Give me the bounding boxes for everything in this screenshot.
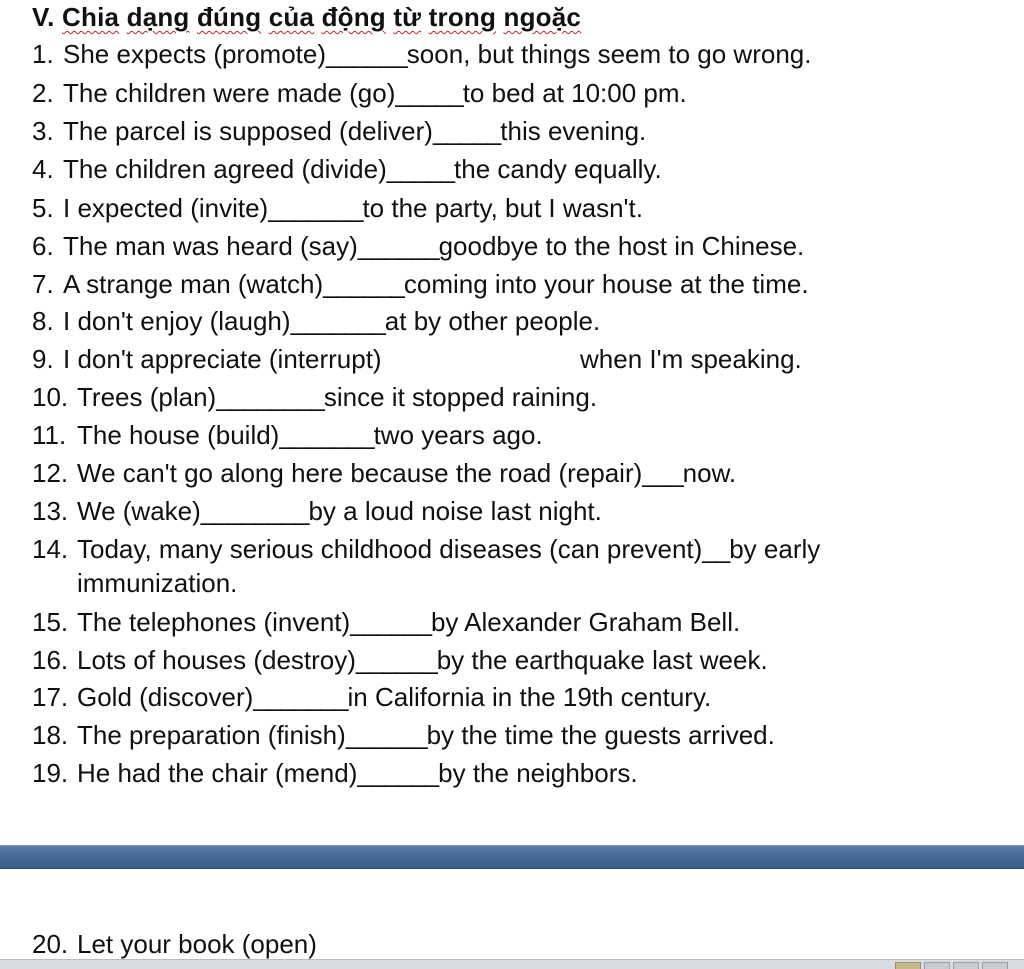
item-number: 1. [32, 39, 54, 69]
item-number: 11. [32, 420, 67, 450]
item-rest: two years ago. [373, 420, 543, 450]
item-prompt: The house (build) [77, 420, 280, 450]
item-prompt: The telephones (invent) [77, 607, 351, 637]
item-number: 6. [32, 231, 54, 261]
answer-blank: ______ [345, 720, 427, 750]
item-number: 8. [32, 306, 54, 336]
exercise-item-7 [32, 269, 809, 299]
item-prompt: I don't appreciate (interrupt) [63, 344, 382, 374]
item-number: 2. [32, 78, 54, 108]
answer-blank: _______ [290, 306, 385, 336]
answer-blank: _____ [432, 116, 501, 146]
exercise-item-11 [32, 420, 543, 450]
view-mode-icon[interactable] [982, 962, 1008, 969]
answer-blank: __ [702, 534, 730, 564]
answer-blank: ______ [357, 231, 439, 261]
heading-word: dạng [126, 2, 190, 32]
item-number: 7. [32, 269, 54, 299]
answer-blank: ______ [355, 645, 437, 675]
item-rest: by Alexander Graham Bell. [430, 607, 741, 637]
heading-word: của [268, 2, 315, 32]
answer-blank: _______ [279, 420, 374, 450]
answer-blank: _____ [395, 78, 463, 108]
answer-blank: _______ [268, 193, 363, 223]
exercise-item-12 [32, 458, 736, 488]
exercise-item-19 [32, 758, 638, 788]
item-prompt: A strange man (watch) [63, 269, 324, 299]
item-prompt: Lots of houses (destroy) [77, 645, 356, 675]
item-rest: in California in the 19th century. [347, 682, 712, 712]
exercise-item-2 [32, 78, 687, 108]
item-rest: this evening. [500, 116, 647, 146]
heading-word: từ [393, 2, 422, 32]
item-prompt: The preparation (finish) [77, 720, 346, 750]
answer-blank: ________ [200, 496, 309, 526]
item-number: 3. [32, 116, 54, 146]
item-rest: the candy equally. [454, 154, 662, 184]
item-prompt: He had the chair (mend) [77, 758, 358, 788]
exercise-item-20 [32, 929, 317, 959]
item-number: 20. [32, 929, 69, 959]
answer-blank: ______ [350, 607, 431, 637]
heading-word: ngoặc [503, 2, 582, 32]
item-prompt: We (wake) [77, 496, 201, 526]
exercise-item-17 [32, 682, 711, 712]
answer-blank: _____ [386, 154, 455, 184]
exercise-item-5 [32, 193, 643, 223]
document-page-next [0, 869, 1024, 969]
exercise-item-1 [32, 39, 811, 69]
exercise-item-15 [32, 607, 740, 637]
heading-word: động [321, 2, 386, 32]
item-rest: coming into your house at the time. [403, 269, 809, 299]
exercise-item-8 [32, 306, 600, 336]
item-rest: when I'm speaking. [580, 344, 802, 374]
exercise-item-3 [32, 116, 646, 146]
heading-word: Chia [62, 2, 120, 32]
item-prompt: Gold (discover) [77, 682, 254, 712]
exercise-item-10 [32, 382, 597, 412]
item-rest: by the time the guests arrived. [426, 720, 775, 750]
item-rest: by early [729, 534, 821, 564]
heading-word: đúng [196, 2, 262, 32]
item-rest: since it stopped raining. [323, 382, 598, 412]
item-number: 13. [32, 496, 69, 526]
view-mode-icon[interactable] [895, 962, 921, 969]
item-prompt: The parcel is supposed (deliver) [63, 116, 433, 146]
item-number: 4. [32, 154, 54, 184]
item-rest: by the neighbors. [438, 758, 638, 788]
item-prompt: She expects (promote) [63, 39, 327, 69]
item-number: 14. [32, 534, 69, 564]
item-number: 9. [32, 344, 54, 374]
exercise-item-18 [32, 720, 775, 750]
item-prompt: The man was heard (say) [63, 231, 358, 261]
item-number: 19. [32, 758, 69, 788]
item-prompt: Let your book (open) [77, 929, 317, 959]
answer-blank: ________ [216, 382, 324, 412]
heading-prefix: V. [32, 2, 63, 32]
item-rest: soon, but things seem to go wrong. [406, 39, 812, 69]
view-mode-icon[interactable] [924, 962, 950, 969]
page-break-divider [0, 845, 1024, 869]
item-prompt: We can't go along here because the road (repair) [77, 458, 643, 488]
view-mode-icon[interactable] [953, 962, 979, 969]
item-number: 16. [32, 645, 69, 675]
item-continuation: immunization. [77, 568, 238, 598]
item-prompt: Today, many serious childhood diseases (can prevent) [77, 534, 703, 564]
item-rest: at by other people. [384, 306, 601, 336]
item-rest: to the party, but I wasn't. [362, 193, 643, 223]
item-prompt: I expected (invite) [63, 193, 269, 223]
exercise-item-14 [32, 534, 821, 598]
heading-word: trong [428, 2, 497, 32]
exercise-item-13 [32, 496, 602, 526]
item-number: 18. [32, 720, 69, 750]
answer-blank: _______ [253, 682, 348, 712]
answer-blank: ______ [323, 269, 404, 299]
item-rest: by a loud noise last night. [308, 496, 602, 526]
item-prompt: The children were made (go) [63, 78, 396, 108]
answer-blank: ___ [642, 458, 683, 488]
exercise-item-9 [32, 344, 802, 374]
item-prompt: The children agreed (divide) [63, 154, 387, 184]
item-rest: goodbye to the host in Chinese. [438, 231, 805, 261]
exercise-item-4 [32, 154, 662, 184]
answer-blank: ______ [326, 39, 407, 69]
answer-blank: ______ [357, 758, 439, 788]
item-rest: by the earthquake last week. [436, 645, 768, 675]
item-prompt: Trees (plan) [77, 382, 217, 412]
status-bar [0, 959, 1024, 969]
item-number: 15. [32, 607, 69, 637]
item-number: 12. [32, 458, 69, 488]
item-rest: to bed at 10:00 pm. [462, 78, 687, 108]
exercise-heading [32, 2, 581, 33]
item-rest: now. [682, 458, 737, 488]
item-prompt: I don't enjoy (laugh) [63, 306, 291, 336]
item-number: 10. [32, 382, 69, 412]
item-number: 5. [32, 193, 54, 223]
exercise-item-16 [32, 645, 768, 675]
item-number: 17. [32, 682, 69, 712]
exercise-item-6 [32, 231, 804, 261]
